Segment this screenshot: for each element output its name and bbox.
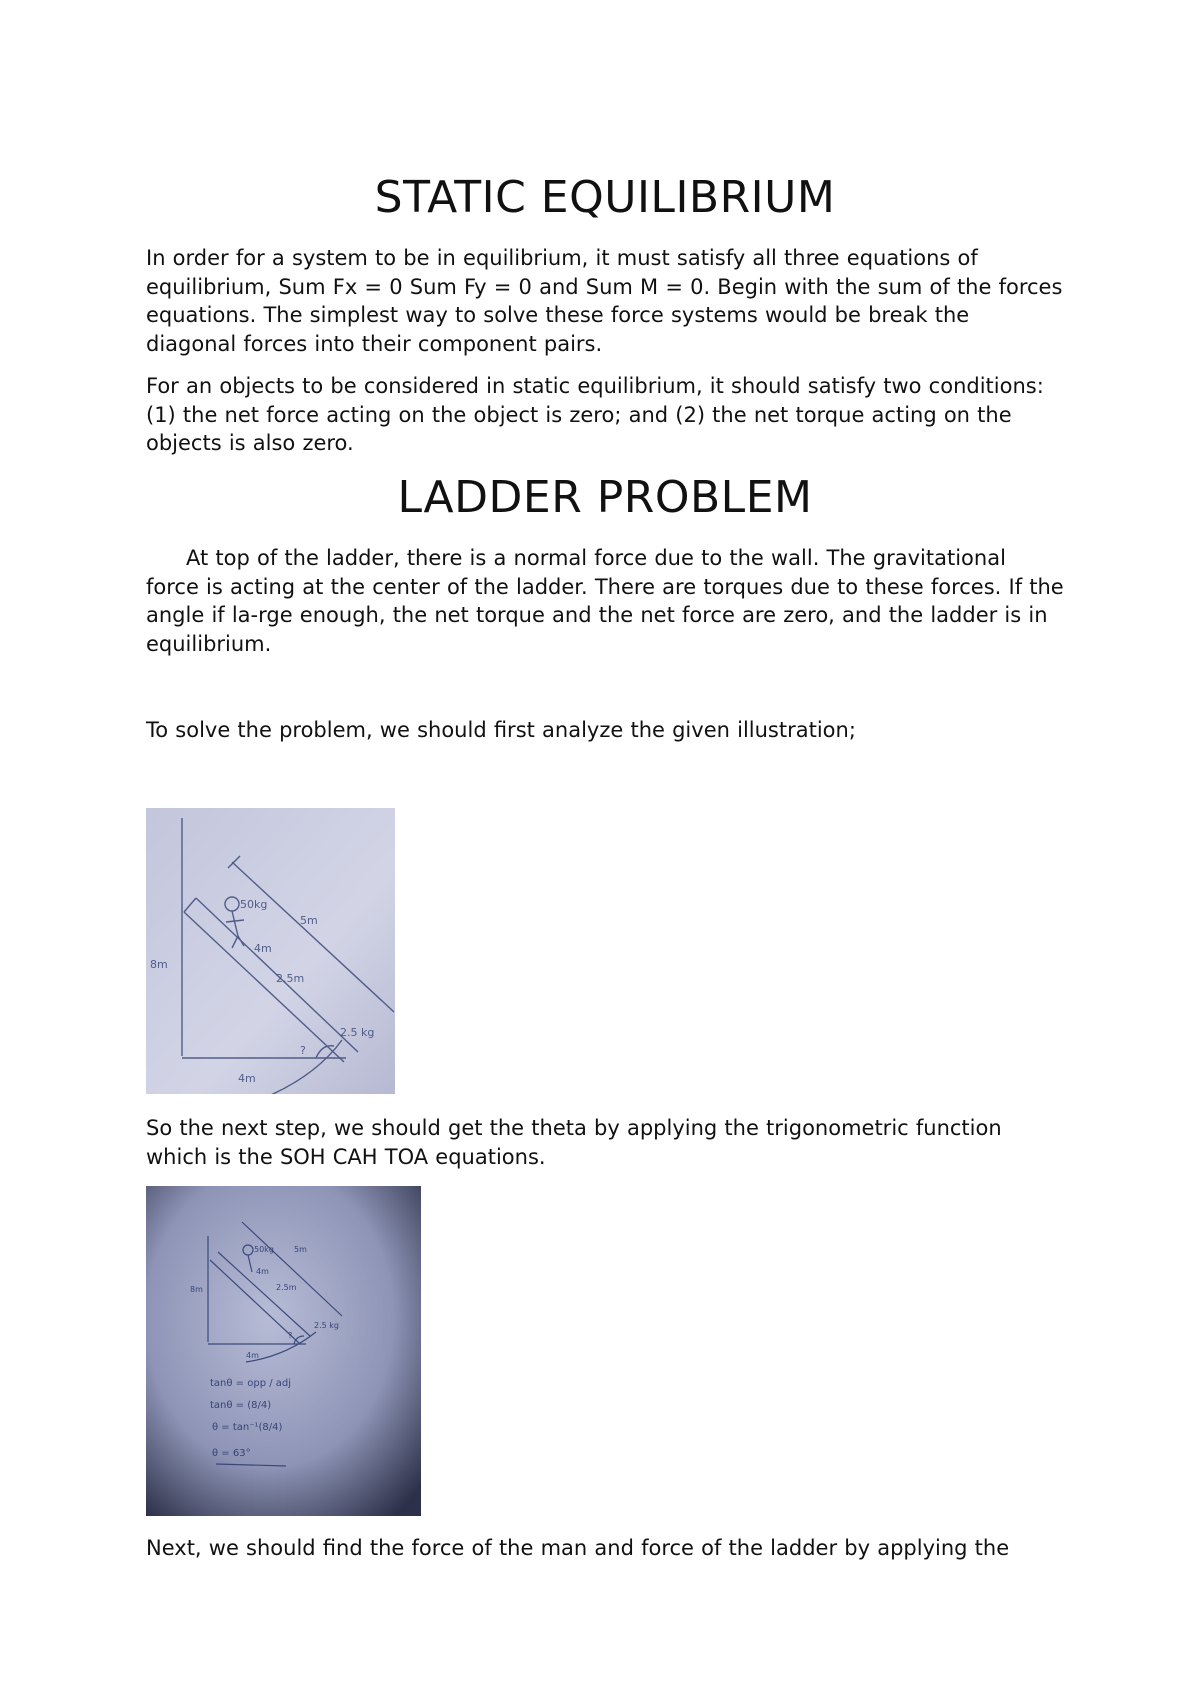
paragraph-find-theta: So the next step, we should get the theta by applying the trigonometric function which is the SOH CAH TOA equations.: [146, 1116, 1002, 1169]
paragraph-ladder-forces: At top of the ladder, there is a normal force due to the wall. The gravitational force is acting at the center of the ladder. There are torques due to these forces. If the angle if la-rge enough, the net torque and the net force are zero, and the ladder is in equilibrium.: [146, 546, 1064, 656]
label2-height: 8m: [190, 1285, 203, 1294]
label-height: 8m: [150, 958, 168, 971]
label2-half-ladder: 2.5m: [276, 1283, 297, 1292]
label2-mass-man: 50kg: [254, 1245, 274, 1254]
label-half-ladder: 2.5m: [276, 972, 305, 985]
label2-mass-ladder: 2.5 kg: [314, 1321, 339, 1330]
label-base: 4m: [238, 1072, 256, 1085]
label-mass-man: 50kg: [240, 898, 268, 911]
paragraph-static-equilibrium-definition: For an objects to be considered in static equilibrium, it should satisfy two conditions: (1) the net force acting on the object is zero; and (2) the net torque acting on the objects is also zero.: [146, 374, 1044, 456]
title-ladder-problem: LADDER PROBLEM: [397, 472, 813, 523]
label-mass-ladder: 2.5 kg: [340, 1026, 375, 1039]
equation-line-4: θ = 63°: [212, 1448, 251, 1459]
title-static-equilibrium: STATIC EQUILIBRIUM: [374, 172, 836, 223]
label2-base: 4m: [246, 1351, 259, 1360]
equation-line-2: tanθ = (8/4): [210, 1400, 272, 1411]
paragraph-find-forces: Next, we should find the force of the man and force of the ladder by applying the: [146, 1536, 1010, 1560]
label-angle: ?: [300, 1044, 306, 1057]
theta-calculation-photo: [146, 1186, 421, 1516]
paragraph-analyze-illustration: To solve the problem, we should first analyze the given illustration;: [146, 718, 856, 742]
label-man-position: 4m: [254, 942, 272, 955]
label2-ladder-length: 5m: [294, 1245, 307, 1254]
label-ladder-length: 5m: [300, 914, 318, 927]
theta-calculation-sketch: [146, 1186, 421, 1516]
ladder-diagram-sketch: [146, 808, 395, 1094]
label2-man-position: 4m: [256, 1267, 269, 1276]
equation-line-1: tanθ = opp / adj: [210, 1378, 292, 1389]
label2-angle: ?: [288, 1331, 293, 1340]
paragraph-equilibrium-conditions: In order for a system to be in equilibrium, it must satisfy all three equations of equilibrium, Sum Fx = 0 Sum Fy = 0 and Sum M = 0. Begin with the sum of the forces equations. The simplest way to solve these force systems would be break the diagonal forces into their component pairs.: [146, 246, 1063, 356]
equation-line-3: θ = tan⁻¹(8/4): [212, 1422, 283, 1433]
ladder-diagram-photo: [146, 808, 395, 1094]
